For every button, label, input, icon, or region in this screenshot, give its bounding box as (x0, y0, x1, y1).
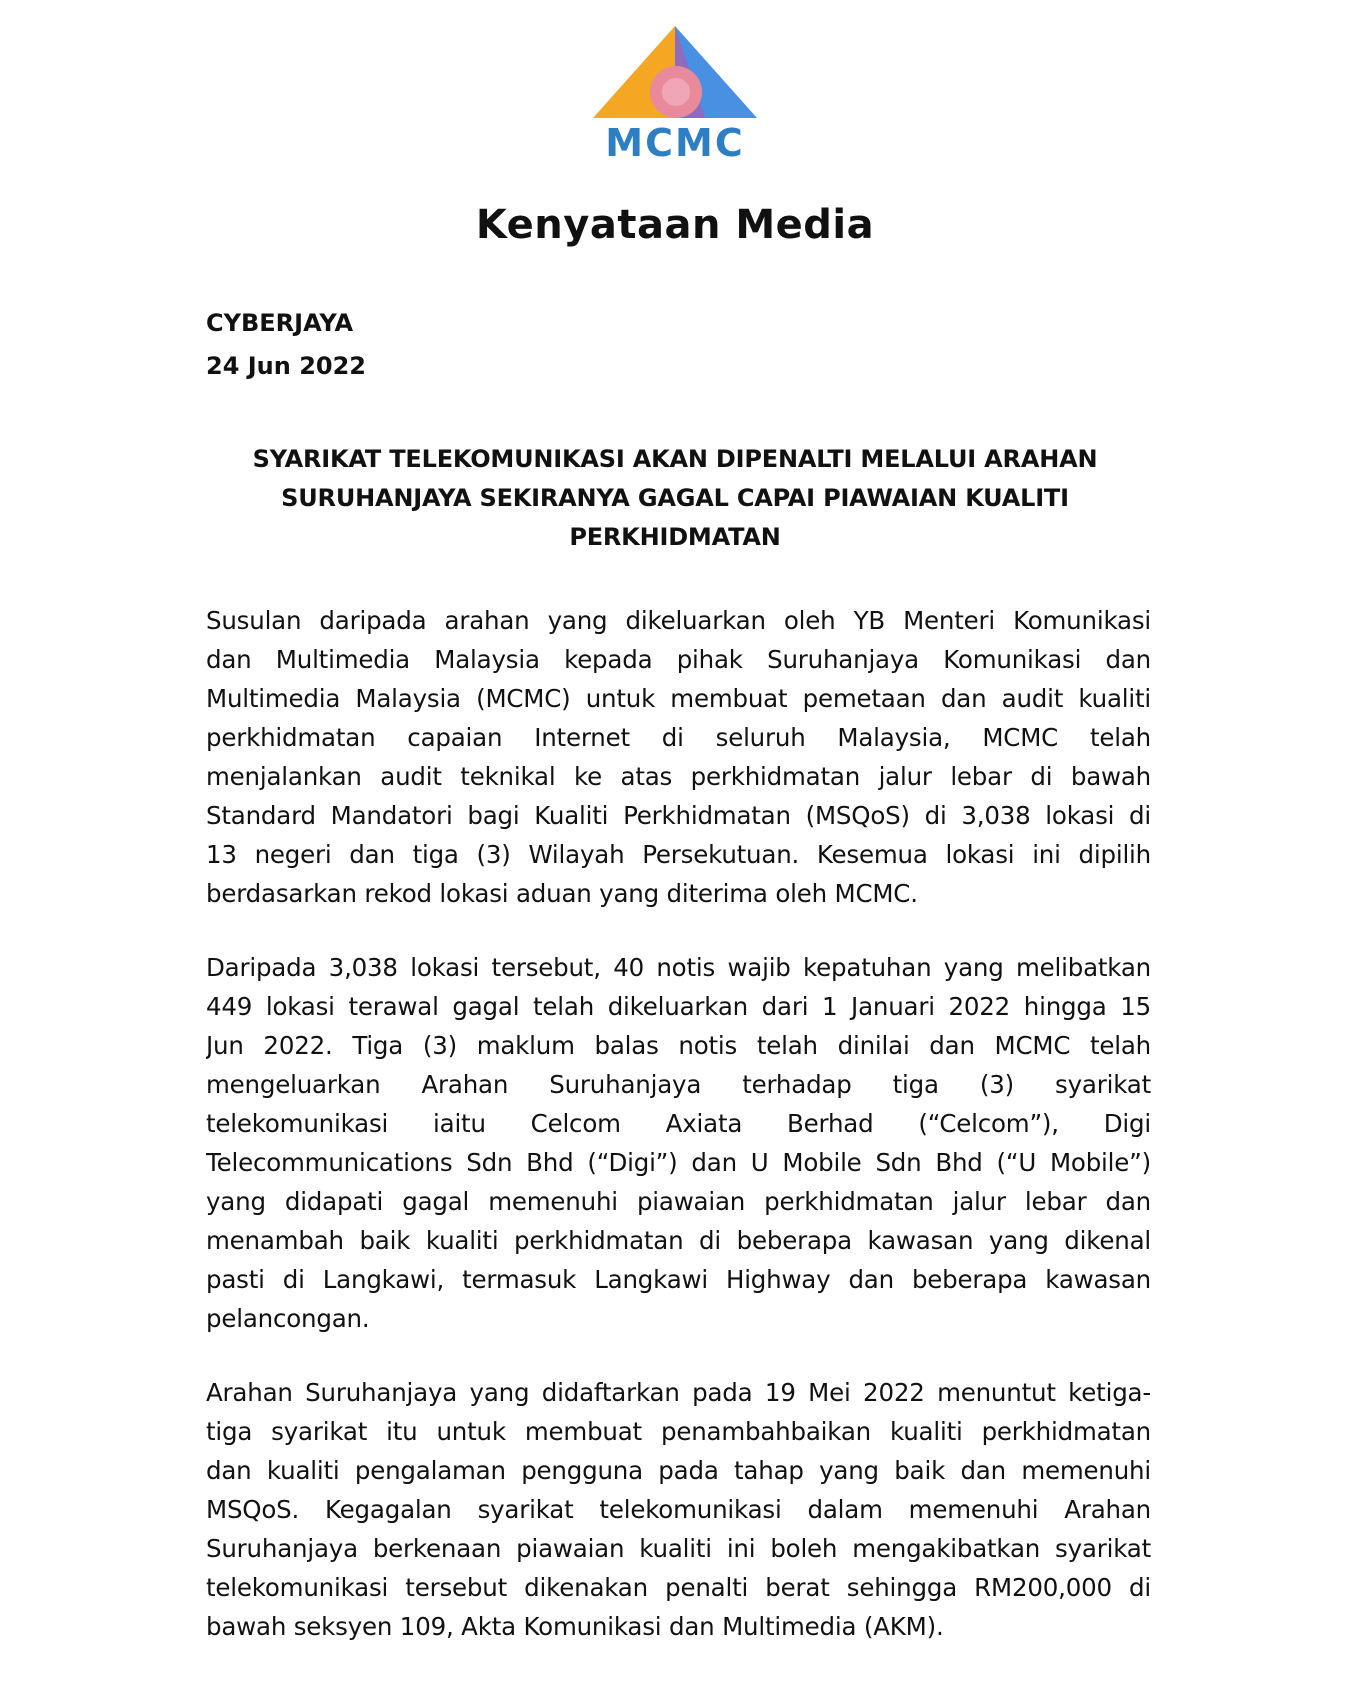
paragraph-line: 449 lokasi terawal gagal telah dikeluarkan dari 1 Januari 2022 hingga 15 (206, 992, 1151, 1021)
paragraph-line: telekomunikasi tersebut dikenakan penalti berat sehingga RM200,000 di (206, 1573, 1151, 1602)
paragraph-line: Standard Mandatori bagi Kualiti Perkhidmatan (MSQoS) di 3,038 lokasi di (206, 801, 1151, 830)
paragraph-line: dan Multimedia Malaysia kepada pihak Suruhanjaya Komunikasi dan (206, 645, 1151, 674)
paragraph-line: Arahan Suruhanjaya yang didaftarkan pada 19 Mei 2022 menuntut ketiga- (206, 1378, 1151, 1407)
paragraph-line: Daripada 3,038 lokasi tersebut, 40 notis wajib kepatuhan yang melibatkan (206, 953, 1151, 982)
paragraph-line: 13 negeri dan tiga (3) Wilayah Persekutuan. Kesemua lokasi ini dipilih (206, 840, 1151, 869)
dateline-date: 24 Jun 2022 (206, 352, 367, 380)
paragraph-line: menambah baik kualiti perkhidmatan di beberapa kawasan yang dikenal (206, 1226, 1151, 1255)
paragraph-line: MSQoS. Kegagalan syarikat telekomunikasi dalam memenuhi Arahan (206, 1495, 1151, 1524)
body-paragraph-3 (206, 1373, 1151, 1646)
logo-wordmark: MCMC (605, 121, 745, 165)
paragraph-line: menjalankan audit teknikal ke atas perkhidmatan jalur lebar di bawah (206, 762, 1151, 791)
mcmc-logo-icon (583, 26, 767, 166)
press-headline (206, 440, 1144, 557)
paragraph-line: perkhidmatan capaian Internet di seluruh Malaysia, MCMC telah (206, 723, 1151, 752)
paragraph-line: Jun 2022. Tiga (3) maklum balas notis telah dinilai dan MCMC telah (206, 1031, 1151, 1060)
page-title: Kenyataan Media (475, 202, 875, 248)
paragraph-line: pasti di Langkawi, termasuk Langkawi Highway dan beberapa kawasan (206, 1265, 1151, 1294)
headline-line: PERKHIDMATAN (569, 523, 781, 551)
body-paragraph-1 (206, 601, 1151, 913)
paragraph-line: Suruhanjaya berkenaan piawaian kualiti ini boleh mengakibatkan syarikat (206, 1534, 1151, 1563)
paragraph-line: bawah seksyen 109, Akta Komunikasi dan Multimedia (AKM). (206, 1612, 944, 1641)
mcmc-logo (583, 26, 767, 166)
paragraph-line: Susulan daripada arahan yang dikeluarkan oleh YB Menteri Komunikasi (206, 606, 1151, 635)
dateline-place: CYBERJAYA (206, 309, 354, 337)
paragraph-line: tiga syarikat itu untuk membuat penambahbaikan kualiti perkhidmatan (206, 1417, 1151, 1446)
paragraph-line: Multimedia Malaysia (MCMC) untuk membuat pemetaan dan audit kualiti (206, 684, 1151, 713)
headline-line: SURUHANJAYA SEKIRANYA GAGAL CAPAI PIAWAIAN KUALITI (281, 484, 1069, 512)
paragraph-line: berdasarkan rekod lokasi aduan yang diterima oleh MCMC. (206, 879, 918, 908)
paragraph-line: pelancongan. (206, 1304, 370, 1333)
logo-pink-inner (662, 78, 690, 106)
paragraph-line: yang didapati gagal memenuhi piawaian perkhidmatan jalur lebar dan (206, 1187, 1151, 1216)
paragraph-line: mengeluarkan Arahan Suruhanjaya terhadap tiga (3) syarikat (206, 1070, 1151, 1099)
paragraph-line: Telecommunications Sdn Bhd (“Digi”) dan U Mobile Sdn Bhd (“U Mobile”) (206, 1148, 1151, 1177)
paragraph-line: dan kualiti pengalaman pengguna pada tahap yang baik dan memenuhi (206, 1456, 1151, 1485)
paragraph-line: telekomunikasi iaitu Celcom Axiata Berhad (“Celcom”), Digi (206, 1109, 1151, 1138)
body-paragraph-2 (206, 948, 1151, 1338)
headline-line: SYARIKAT TELEKOMUNIKASI AKAN DIPENALTI MELALUI ARAHAN (252, 445, 1098, 473)
